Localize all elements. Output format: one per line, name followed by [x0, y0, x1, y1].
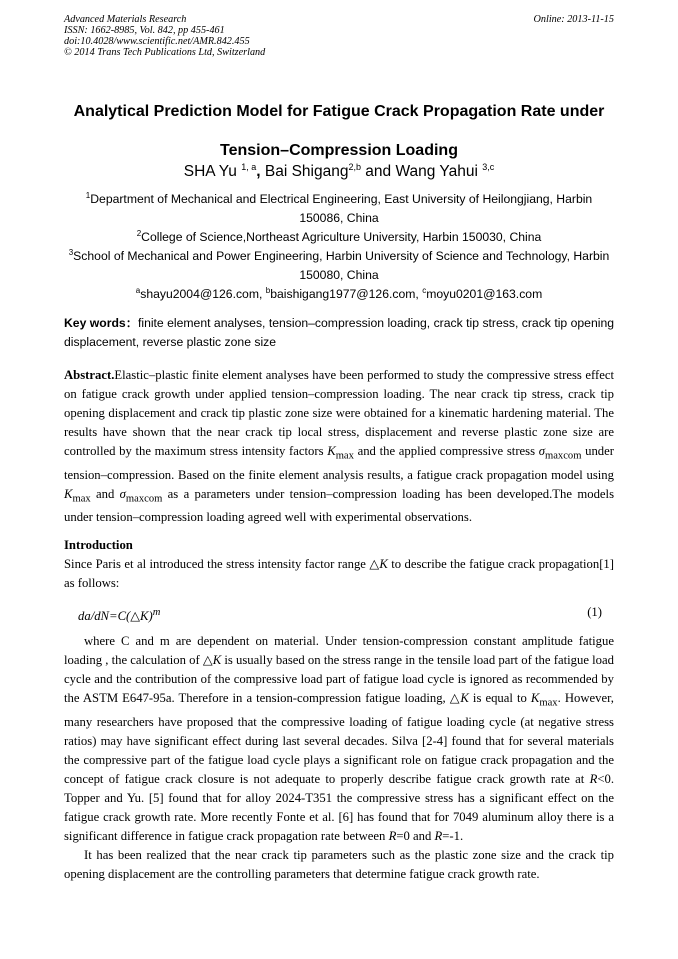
intro-text: <0. Topper and Yu. [5] found that for alloy 2024-T351 the compressive stress has a significant effect on the fatigue crack growth rate. More recently Fonte et al. [6] has found that for 7049 aluminum alloy there is a significant difference in fatigue crack propagation rate between	[64, 771, 614, 843]
equation-exponent: m	[152, 607, 161, 619]
affiliation	[64, 228, 614, 247]
author-sup: 3,c	[482, 162, 495, 172]
abstract-text: and	[90, 486, 120, 501]
doi-line: doi:10.4028/www.scientific.net/AMR.842.455	[64, 36, 250, 47]
affiliations	[64, 190, 614, 304]
author-name: SHA Yu	[183, 163, 237, 181]
page-header	[64, 14, 614, 58]
title-line-2: Tension–Compression Loading	[220, 142, 458, 159]
math-subscript: max	[539, 697, 558, 709]
equation-formula	[78, 603, 160, 626]
math-symbol: △K	[369, 557, 388, 572]
affiliation-sup: 1	[85, 190, 91, 200]
affiliation	[64, 247, 614, 285]
section-heading: Introduction	[64, 538, 133, 553]
intro-paragraph: It has been realized that the near crack tip parameters such as the plastic zone size and the crack tip opening displacement are the controlling parameters that determine fatigue crack growth rate.	[64, 847, 614, 881]
math-symbol: R	[589, 771, 598, 786]
keywords-label: Key words：	[64, 316, 138, 330]
online-date: Online: 2013-11-15	[533, 14, 614, 25]
abstract-label: Abstract.	[64, 368, 115, 382]
email-text: moyu0201@163.com	[426, 287, 543, 301]
author-name: Wang Yahui	[395, 163, 478, 181]
affiliation-text: Department of Mechanical and Electrical Engineering, East University of Heilongjiang, Harbin 150086, China	[90, 192, 593, 225]
journal-name: Advanced Materials Research	[64, 14, 187, 25]
copyright-line: © 2014 Trans Tech Publications Ltd, Switzerland	[64, 47, 266, 58]
affiliation-text: School of Mechanical and Power Engineering, Harbin University of Science and Technology, Harbin 150080, China	[73, 249, 610, 282]
intro-text: =0 and	[396, 828, 435, 843]
equation-number: (1)	[587, 605, 602, 620]
intro-text: . However, many researchers have proposed that the compressive loading of fatigue loading cycle (at negative stress ratios) may have significant effect during last several decades. Silva [2-4] found that for several materials the compressive part of the fatigue load cycle plays a significant role on fatigue crack propagation and the concept of fatigue crack closure is not adequate to properly describe fatigue crack growth rate at	[64, 691, 614, 786]
math-subscript: maxcom	[125, 493, 163, 505]
email-text: shayu2004@126.com,	[140, 287, 263, 301]
abstract-text: under tension–compression. Based on the finite element analysis results, a fatigue crack propagation model using	[64, 444, 614, 482]
abstract-text: and the applied compressive stress	[353, 444, 539, 458]
math-symbol: K	[530, 691, 540, 706]
affiliation-sup: 3	[68, 247, 74, 257]
abstract-paragraph	[64, 366, 614, 527]
math-subscript: max	[335, 450, 354, 462]
affiliation-text: College of Science,Northeast Agriculture University, Harbin 150030, China	[141, 230, 542, 244]
equation-1	[64, 603, 614, 622]
abstract-text: as a parameters under tension–compression loading has been developed.The models under tension–compression loading agreed well with experimental observations.	[64, 486, 615, 525]
title-line-1: Analytical Prediction Model for Fatigue Crack Propagation Rate under	[73, 103, 605, 120]
affiliation-sup: 2	[136, 228, 142, 238]
math-subscript: maxcom	[545, 450, 582, 462]
abstract-text: Elastic–plastic finite element analyses have been performed to study the compressive stress effect on fatigue crack growth under applied tension–compression loading. The near crack tip stress, crack tip opening displacement and crack tip plastic zone size were obtained for a kinematic hardening material. The results have shown that the near crack tip local stress, displacement and reverse plastic zone size are controlled by the maximum stress intensity factors	[64, 368, 614, 458]
issn-line: ISSN: 1662-8985, Vol. 842, pp 455-461	[64, 25, 225, 36]
math-symbol: △K	[202, 653, 222, 668]
intro-text: to describe the fatigue crack propagation[1] as follows:	[64, 557, 614, 591]
intro-paragraph	[64, 632, 614, 846]
math-subscript: max	[72, 493, 91, 505]
keywords	[64, 314, 614, 352]
math-symbol: σ	[119, 486, 126, 501]
intro-text: is equal to	[468, 691, 531, 706]
author-list	[40, 162, 638, 181]
math-symbol: K	[327, 444, 336, 458]
paper-body	[64, 366, 614, 884]
intro-text: where C and m are dependent on material. Under tension-compression constant amplitude fatigue loading , the calculation of	[64, 634, 614, 668]
intro-text: Since Paris et al introduced the stress intensity factor range	[64, 557, 370, 572]
email-sup: c	[422, 285, 427, 295]
intro-paragraph	[64, 555, 614, 593]
email-text: baishigang1977@126.com,	[270, 287, 419, 301]
equation-text: da/dN=C(△K)	[78, 609, 153, 624]
math-symbol: σ	[538, 444, 545, 458]
intro-text: is usually based on the stress range in the tensile load part of the fatigue load cycle and the contribution of the compressive load part of fatigue load cycle is ignored as recommended by the ASTM E647-95a. Therefore in a tension-compression fatigue loading,	[64, 653, 614, 706]
intro-text: =-1.	[442, 828, 464, 843]
paper-title	[40, 92, 638, 170]
math-symbol: R	[434, 828, 443, 843]
author-sup: 2,b	[348, 162, 361, 172]
author-name: Bai Shigang	[264, 163, 349, 181]
author-sup: 1, a	[241, 162, 257, 172]
math-symbol: R	[388, 828, 397, 843]
email-line	[64, 285, 614, 304]
keywords-text: finite element analyses, tension–compression loading, crack tip stress, crack tip opening displacement, reverse plastic zone size	[64, 316, 614, 349]
math-symbol: △K	[449, 691, 469, 706]
email-sup: b	[265, 285, 271, 295]
math-symbol: K	[64, 486, 73, 501]
email-sup: a	[135, 285, 141, 295]
author-separator: ,	[256, 163, 261, 181]
author-separator: and	[365, 163, 392, 181]
affiliation	[64, 190, 614, 228]
